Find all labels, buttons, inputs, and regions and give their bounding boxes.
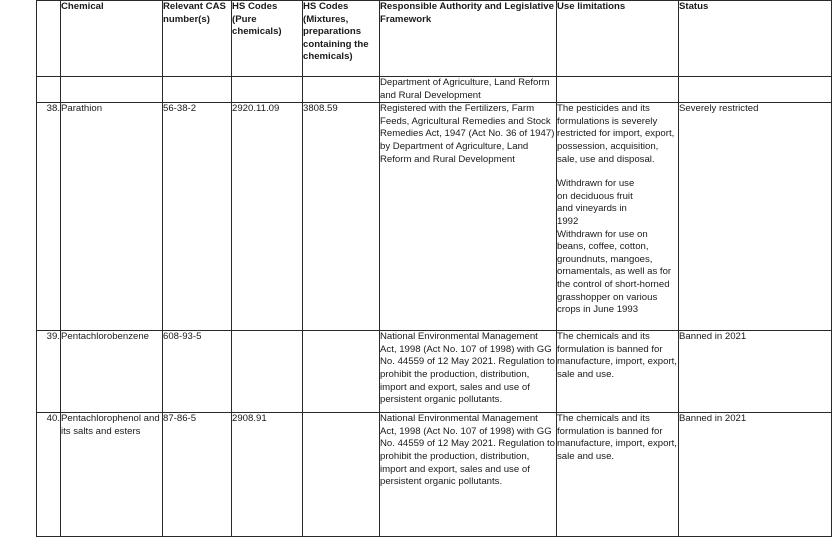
hs-pure-header: HS Codes (Pure chemicals): [232, 1, 303, 77]
authority-cell: National Environmental Management Act, 1998 (Act No. 107 of 1998) with GG No. 44559 of 12 May 2021. Regulation to prohibit the production, distribution, import and export, sales and use of persistent organic pollutants.: [380, 413, 557, 537]
table-row: [37, 77, 832, 103]
use-limitations-cell: [557, 103, 679, 331]
authority-cell: National Environmental Management Act, 1998 (Act No. 107 of 1998) with GG No. 44559 of 12 May 2021. Regulation to prohibit the production, distribution, import and export, sales and use of persistent organic pollutants.: [380, 331, 557, 413]
hs-mixtures-cell: [303, 331, 380, 413]
cas-cell: 608-93-5: [163, 331, 232, 413]
row-number: 39.: [37, 331, 61, 413]
use-limitation-text: Withdrawn for use on deciduous fruit and vineyards in 1992: [557, 178, 635, 227]
chemical-header: Chemical: [61, 1, 163, 77]
authority-header: Responsible Authority and Legislative Framework: [380, 1, 557, 77]
hs-mixtures-cell: [303, 413, 380, 537]
hs-pure-cell: 2908.91: [232, 413, 303, 537]
chemical-cell: Pentachlorobenzene: [61, 331, 163, 413]
chemicals-table: [36, 0, 832, 537]
use-limitations-cell: The chemicals and its formulation is banned for manufacture, import, export, sale and use.: [557, 331, 679, 413]
status-cell: Severely restricted: [679, 103, 832, 331]
authority-cell: Department of Agriculture, Land Reform and Rural Development: [380, 77, 557, 103]
status-header: Status: [679, 1, 832, 77]
use-limitation-text: The pesticides and its formulations is severely restricted for import, export, possession, acquisition, sale, use and disposal.: [557, 103, 675, 165]
table-row: [37, 103, 832, 331]
use-limitations-cell: The chemicals and its formulation is banned for manufacture, import, export, sale and use.: [557, 413, 679, 537]
cas-cell: 56-38-2: [163, 103, 232, 331]
status-cell: Banned in 2021: [679, 331, 832, 413]
row-number: 38.: [37, 103, 61, 331]
number-header-cell: [37, 1, 61, 77]
hs-pure-cell: [232, 331, 303, 413]
table-row: [37, 331, 832, 413]
authority-cell: Registered with the Fertilizers, Farm Feeds, Agricultural Remedies and Stock Remedies Act, 1947 (Act No. 36 of 1947) by Department of Agriculture, Land Reform and Rural Development: [380, 103, 557, 331]
cas-cell: 87-86-5: [163, 413, 232, 537]
table-row: [37, 413, 832, 537]
status-cell: Banned in 2021: [679, 413, 832, 537]
cas-header: Relevant CAS number(s): [163, 1, 232, 77]
use-limitation-text: Withdrawn for use on beans, coffee, cotton, groundnuts, mangoes, ornamentals, as well as for the control of short-horned grasshopper on various crops in June 1993: [557, 228, 672, 316]
row-number: 40.: [37, 413, 61, 537]
chemical-cell: Parathion: [61, 103, 163, 331]
hs-mixtures-header: HS Codes (Mixtures, preparations containing the chemicals): [303, 1, 380, 77]
chemical-cell: Pentachlorophenol and its salts and esters: [61, 413, 163, 537]
table-header-row: [37, 1, 832, 77]
hs-pure-cell: 2920.11.09: [232, 103, 303, 331]
hs-mixtures-cell: 3808.59: [303, 103, 380, 331]
use-limitations-header: Use limitations: [557, 1, 679, 77]
